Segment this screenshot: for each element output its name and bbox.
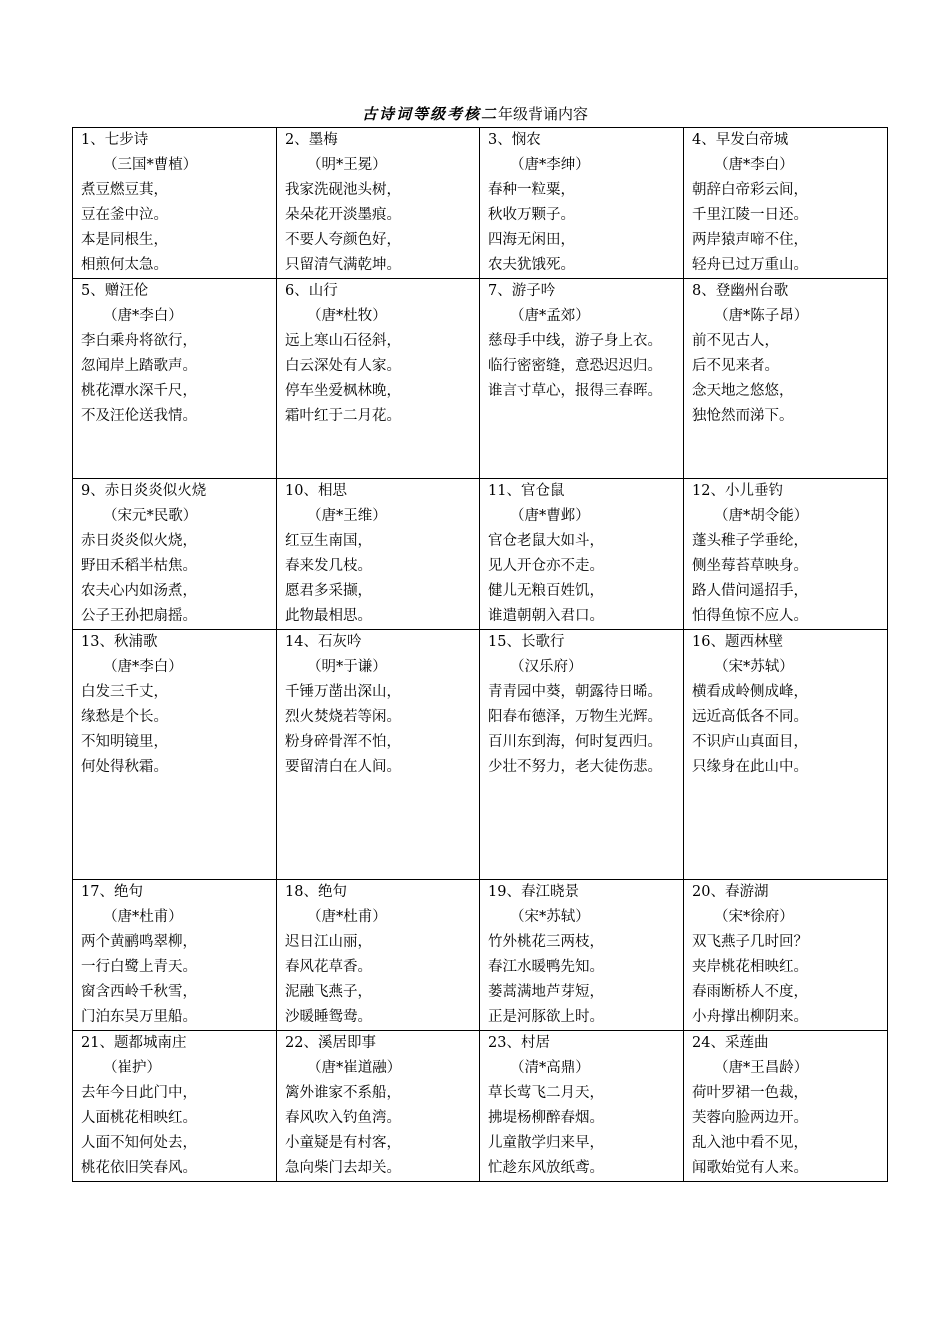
poem-title: 17、绝句: [81, 884, 143, 900]
poem-line: 秋收万颗子。: [488, 207, 575, 223]
poem-line: 不识庐山真面目，: [692, 734, 808, 750]
poem-title: 10、相思: [285, 483, 347, 499]
poem-author: （唐*陈子昂）: [714, 308, 809, 324]
poem-title: 1、七步诗: [81, 132, 149, 148]
poem-author: （唐*杜牧）: [307, 308, 387, 324]
poem-cell: [277, 630, 480, 880]
poem-line: 春江水暖鸭先知。: [488, 959, 604, 975]
poem-line: 春种一粒粟，: [488, 182, 575, 198]
poem-title: 24、采莲曲: [692, 1035, 769, 1051]
page-title-rest: 年级背诵内容: [498, 105, 589, 123]
poem-line: 缘愁是个长。: [81, 709, 168, 725]
poem-line: 夹岸桃花相映红。: [692, 959, 808, 975]
poem-author: （唐*崔道融）: [307, 1060, 402, 1076]
poem-cell: [277, 128, 480, 279]
poem-line: 霜叶红于二月花。: [285, 408, 401, 424]
poem-title: 5、赠汪伦: [81, 283, 149, 299]
poem-cell: [480, 880, 684, 1031]
poem-line: 公子王孙把扇摇。: [81, 608, 197, 624]
poem-title: 8、登幽州台歌: [692, 283, 789, 299]
poem-line: 两个黄鹂鸣翠柳，: [81, 934, 197, 950]
poem-line: 只缘身在此山中。: [692, 759, 808, 775]
poem-line: 小舟撑出柳阴来。: [692, 1009, 808, 1025]
poem-line: 农夫犹饿死。: [488, 257, 575, 273]
poem-author: （唐*杜甫）: [307, 909, 387, 925]
poem-line: 千里江陵一日还。: [692, 207, 808, 223]
poem-line: 篱外谁家不系船，: [285, 1085, 401, 1101]
poem-title: 16、题西林壁: [692, 634, 783, 650]
poem-author: （崔护）: [103, 1060, 161, 1076]
poem-line: 芙蓉向脸两边开。: [692, 1110, 808, 1126]
poem-line: 小童疑是有村客，: [285, 1135, 401, 1151]
poem-line: 我家洗砚池头树，: [285, 182, 401, 198]
poem-author: （宋*苏轼）: [714, 659, 794, 675]
poem-cell: [480, 479, 684, 630]
poem-author: （唐*李白）: [103, 308, 183, 324]
poem-title: 6、山行: [285, 283, 338, 299]
poem-line: 临行密密缝，意恐迟迟归。: [488, 358, 662, 374]
poem-line: 忙趁东风放纸鸢。: [488, 1160, 604, 1176]
poem-author: （唐*曹邺）: [510, 508, 590, 524]
poem-line: 泥融飞燕子，: [285, 984, 372, 1000]
poem-line: 草长莺飞二月天，: [488, 1085, 604, 1101]
poem-line: 粉身碎骨浑不怕，: [285, 734, 401, 750]
poem-author: （唐*杜甫）: [103, 909, 183, 925]
poem-line: 谁言寸草心，报得三春晖。: [488, 383, 662, 399]
poem-title: 7、游子吟: [488, 283, 556, 299]
poem-line: 停车坐爱枫林晚，: [285, 383, 401, 399]
poem-line: 迟日江山丽，: [285, 934, 372, 950]
poem-cell: [480, 279, 684, 479]
poem-cell: [684, 128, 888, 279]
poem-line: 忽闻岸上踏歌声。: [81, 358, 197, 374]
poem-cell: [73, 880, 277, 1031]
poem-line: 豆在釜中泣。: [81, 207, 168, 223]
poem-line: 拂堤杨柳醉春烟。: [488, 1110, 604, 1126]
poem-cell: [684, 279, 888, 479]
poem-line: 去年今日此门中，: [81, 1085, 197, 1101]
poem-line: 远上寒山石径斜，: [285, 333, 401, 349]
poem-line: 青青园中葵，朝露待日晞。: [488, 684, 662, 700]
poem-cell: [73, 279, 277, 479]
poem-cell: [480, 1031, 684, 1182]
poem-title: 2、墨梅: [285, 132, 338, 148]
poem-title: 4、早发白帝城: [692, 132, 789, 148]
poem-cell: [277, 279, 480, 479]
poem-cell: [73, 1031, 277, 1182]
poem-author: （唐*李绅）: [510, 157, 590, 173]
poem-author: （唐*王昌龄）: [714, 1060, 809, 1076]
poem-line: 李白乘舟将欲行，: [81, 333, 197, 349]
poem-author: （三国*曹植）: [103, 157, 198, 173]
poem-cell: [684, 880, 888, 1031]
poem-cell: [73, 128, 277, 279]
poem-row: [73, 880, 888, 1031]
poem-line: 不知明镜里，: [81, 734, 168, 750]
poem-line: 桃花依旧笑春风。: [81, 1160, 197, 1176]
poem-cell: [480, 630, 684, 880]
poem-line: 慈母手中线，游子身上衣。: [488, 333, 662, 349]
poem-line: 健儿无粮百姓饥，: [488, 583, 604, 599]
poem-line: 轻舟已过万重山。: [692, 257, 808, 273]
poem-line: 荷叶罗裙一色裁，: [692, 1085, 808, 1101]
poem-line: 愿君多采撷，: [285, 583, 372, 599]
poem-line: 桃花潭水深千尺，: [81, 383, 197, 399]
poem-title: 13、秋浦歌: [81, 634, 158, 650]
poem-author: （宋*徐府）: [714, 909, 794, 925]
poem-line: 赤日炎炎似火烧，: [81, 533, 197, 549]
poem-author: （清*高鼎）: [510, 1060, 590, 1076]
poem-cell: [684, 630, 888, 880]
poem-line: 侧坐莓苔草映身。: [692, 558, 808, 574]
poem-line: 人面不知何处去，: [81, 1135, 197, 1151]
poem-title: 19、春江晓景: [488, 884, 579, 900]
poem-line: 前不见古人，: [692, 333, 779, 349]
poem-author: （汉乐府）: [510, 659, 583, 675]
poem-line: 少壮不努力，老大徒伤悲。: [488, 759, 662, 775]
poem-title: 9、赤日炎炎似火烧: [81, 483, 207, 499]
poem-row: [73, 279, 888, 479]
poem-line: 闻歌始觉有人来。: [692, 1160, 808, 1176]
poem-author: （宋元*民歌）: [103, 508, 198, 524]
poem-title: 18、绝句: [285, 884, 347, 900]
poem-line: 百川东到海，何时复西归。: [488, 734, 662, 750]
poem-table: [72, 127, 888, 1182]
poem-line: 野田禾稻半枯焦。: [81, 558, 197, 574]
poem-row: [73, 128, 888, 279]
poem-line: 路人借问遥招手，: [692, 583, 808, 599]
poem-line: 要留清白在人间。: [285, 759, 401, 775]
poem-line: 儿童散学归来早，: [488, 1135, 604, 1151]
poem-line: 阳春布德泽，万物生光辉。: [488, 709, 662, 725]
poem-title: 14、石灰吟: [285, 634, 362, 650]
poem-line: 相煎何太急。: [81, 257, 168, 273]
poem-line: 蒌蒿满地芦芽短，: [488, 984, 604, 1000]
poem-title: 22、溪居即事: [285, 1035, 376, 1051]
poem-line: 春来发几枝。: [285, 558, 372, 574]
poem-line: 谁遣朝朝入君口。: [488, 608, 604, 624]
poem-line: 烈火焚烧若等闲。: [285, 709, 401, 725]
poem-line: 怕得鱼惊不应人。: [692, 608, 808, 624]
poem-line: 窗含西岭千秋雪，: [81, 984, 197, 1000]
page-title: [0, 104, 950, 124]
poem-title: 12、小儿垂钓: [692, 483, 783, 499]
poem-line: 后不见来者。: [692, 358, 779, 374]
poem-cell: [684, 1031, 888, 1182]
poem-cell: [277, 1031, 480, 1182]
poem-line: 只留清气满乾坤。: [285, 257, 401, 273]
poem-line: 远近高低各不同。: [692, 709, 808, 725]
poem-line: 朵朵花开淡墨痕。: [285, 207, 401, 223]
poem-line: 本是同根生，: [81, 232, 168, 248]
poem-line: 官仓老鼠大如斗，: [488, 533, 604, 549]
poem-title: 11、官仓鼠: [488, 483, 565, 499]
poem-line: 煮豆燃豆萁，: [81, 182, 168, 198]
poem-line: 竹外桃花三两枝，: [488, 934, 604, 950]
poem-line: 此物最相思。: [285, 608, 372, 624]
poem-title: 3、悯农: [488, 132, 541, 148]
poem-line: 蓬头稚子学垂纶，: [692, 533, 808, 549]
poem-line: 人面桃花相映红。: [81, 1110, 197, 1126]
poem-line: 独怆然而涕下。: [692, 408, 794, 424]
poem-line: 双飞燕子几时回？: [692, 934, 808, 950]
poem-author: （明*王冕）: [307, 157, 387, 173]
poem-line: 朝辞白帝彩云间，: [692, 182, 808, 198]
poem-cell: [684, 479, 888, 630]
poem-row: [73, 479, 888, 630]
poem-line: 春风吹入钓鱼湾。: [285, 1110, 401, 1126]
poem-line: 乱入池中看不见，: [692, 1135, 808, 1151]
poem-line: 何处得秋霜。: [81, 759, 168, 775]
poem-author: （唐*孟郊）: [510, 308, 590, 324]
poem-line: 念天地之悠悠，: [692, 383, 794, 399]
poem-line: 红豆生南国，: [285, 533, 372, 549]
poem-line: 不要人夸颜色好，: [285, 232, 401, 248]
poem-line: 农夫心内如汤煮，: [81, 583, 197, 599]
poem-line: 急向柴门去却关。: [285, 1160, 401, 1176]
poem-line: 白发三千丈，: [81, 684, 168, 700]
poem-author: （明*于谦）: [307, 659, 387, 675]
poem-cell: [277, 880, 480, 1031]
poem-title: 21、题都城南庄: [81, 1035, 187, 1051]
poem-line: 横看成岭侧成峰，: [692, 684, 808, 700]
poem-title: 23、村居: [488, 1035, 550, 1051]
poem-author: （唐*胡令能）: [714, 508, 809, 524]
poem-line: 正是河豚欲上时。: [488, 1009, 604, 1025]
poem-line: 两岸猿声啼不住，: [692, 232, 808, 248]
poem-author: （宋*苏轼）: [510, 909, 590, 925]
poem-author: （唐*王维）: [307, 508, 387, 524]
poem-row: [73, 1031, 888, 1182]
poem-cell: [480, 128, 684, 279]
poem-title: 20、春游湖: [692, 884, 769, 900]
poem-line: 门泊东吴万里船。: [81, 1009, 197, 1025]
poem-line: 春风花草香。: [285, 959, 372, 975]
poem-row: [73, 630, 888, 880]
page-title-bold: 古诗词等级考核二: [361, 105, 498, 123]
poem-line: 见人开仓亦不走。: [488, 558, 604, 574]
poem-title: 15、长歌行: [488, 634, 565, 650]
poem-table-body: [73, 128, 888, 1182]
poem-line: 白云深处有人家。: [285, 358, 401, 374]
poem-cell: [277, 479, 480, 630]
poem-author: （唐*李白）: [714, 157, 794, 173]
poem-line: 四海无闲田，: [488, 232, 575, 248]
poem-line: 千锤万凿出深山，: [285, 684, 401, 700]
poem-cell: [73, 630, 277, 880]
poem-line: 不及汪伦送我情。: [81, 408, 197, 424]
poem-line: 春雨断桥人不度，: [692, 984, 808, 1000]
poem-line: 沙暖睡鸳鸯。: [285, 1009, 372, 1025]
poem-author: （唐*李白）: [103, 659, 183, 675]
poem-line: 一行白鹭上青天。: [81, 959, 197, 975]
poem-cell: [73, 479, 277, 630]
